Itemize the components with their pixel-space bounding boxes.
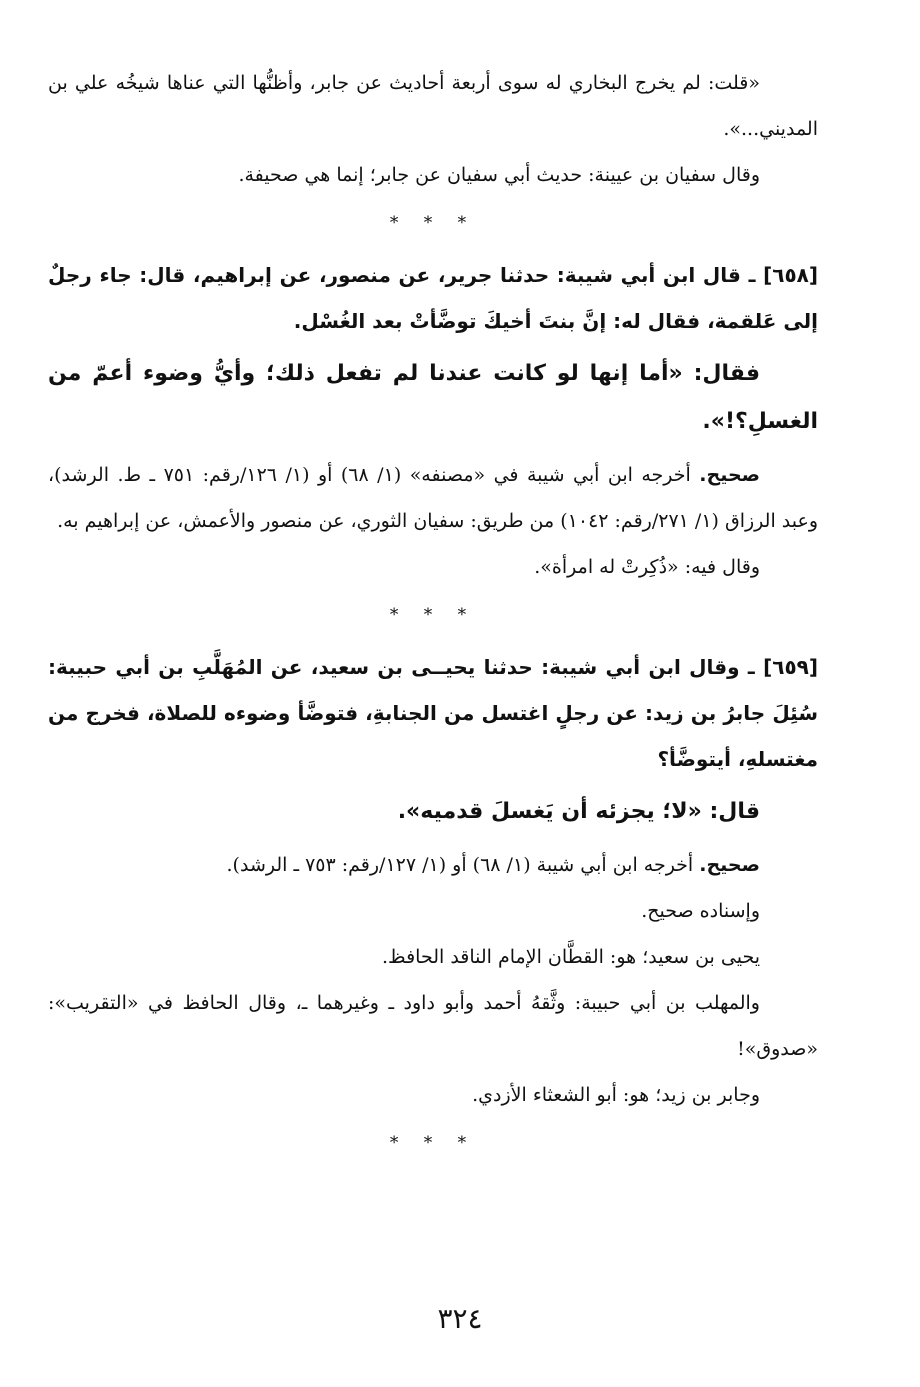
hadith-658-takhrij: أخرجه ابن أبي شيبة في «مصنفه» (١/ ٦٨) أو (١/ ١٢٦/رقم: ٧٥١ ـ ط. الرشد)، وعبد الرزاق (١/ ٢٧١/رقم: ١٠٤٢) من طريق: سفيان الثوري، عن منصور والأعمش، عن إبراهيم به.: [48, 464, 818, 532]
hadith-659-isnad-note: وإسناده صحيح.: [641, 900, 760, 922]
hadith-659-takhrij-paragraph: [48, 842, 818, 888]
hadith-658-grade: صحيح.: [699, 464, 761, 486]
hadith-658-matn: فقال: «أما إنها لو كانت عندنا لم تفعل ذلك؛ وأيُّ وضوء أعمّ من الغسلِ؟!».: [48, 361, 818, 434]
hadith-659-yahya-note: يحيى بن سعيد؛ هو: القطَّان الإمام الناقد الحافظ.: [382, 946, 760, 968]
hadith-659-jabir-note: وجابر بن زيد؛ هو: أبو الشعثاء الأزدي.: [472, 1084, 760, 1106]
hadith-659-takhrij: أخرجه ابن أبي شيبة (١/ ٦٨) أو (١/ ١٢٧/رقم: ٧٥٣ ـ الرشد).: [226, 854, 694, 876]
section-separator: * * *: [389, 213, 477, 233]
hadith-659-grade: صحيح.: [699, 854, 760, 876]
hadith-658-note: وقال فيه: «ذُكِرتْ له امرأة».: [534, 556, 760, 578]
hadith-658-takhrij-paragraph: [48, 452, 818, 544]
section-separator: * * *: [389, 1133, 477, 1153]
sufyan-paragraph: وقال سفيان بن عيينة: حديث أبي سفيان عن جابر؛ إنما هي صحيفة.: [238, 164, 760, 186]
quote-paragraph: «قلت: لم يخرج البخاري له سوى أربعة أحاديث عن جابر، وأظنُّها التي عناها شيخُه علي بن المديني...».: [48, 72, 818, 140]
hadith-659-matn: قال: «لا؛ يجزئه أن يَغسلَ قدميه».: [397, 799, 760, 824]
hadith-659-isnad: [٦٥٩] ـ وقال ابن أبي شيبة: حدثنا يحيــى بن سعيد، عن المُهَلَّبِ بن أبي حبيبة: سُئِلَ جابرُ بن زيد: عن رجلٍ اغتسل من الجنابةِ، فتوضَّأ وضوءه للصلاة، فخرج من مغتسلهِ، أيتوضَّأ؟: [48, 655, 818, 771]
page-body: [48, 60, 818, 1172]
page-number: ٣٢٤: [437, 1302, 483, 1335]
section-separator: * * *: [389, 605, 477, 625]
hadith-659-muhallab-note: والمهلب بن أبي حبيبة: وثَّقهُ أحمد وأبو داود ـ وغيرهما ـ، وقال الحافظ في «التقريب»: «صدوق»!: [48, 992, 818, 1060]
hadith-658-isnad: [٦٥٨] ـ قال ابن أبي شيبة: حدثنا جرير، عن منصور، عن إبراهيم، قال: جاء رجلٌ إلى عَلقمة، فقال له: إنَّ بنتَ أخيكَ توضَّأتْ بعد الغُسْل.: [48, 263, 818, 333]
